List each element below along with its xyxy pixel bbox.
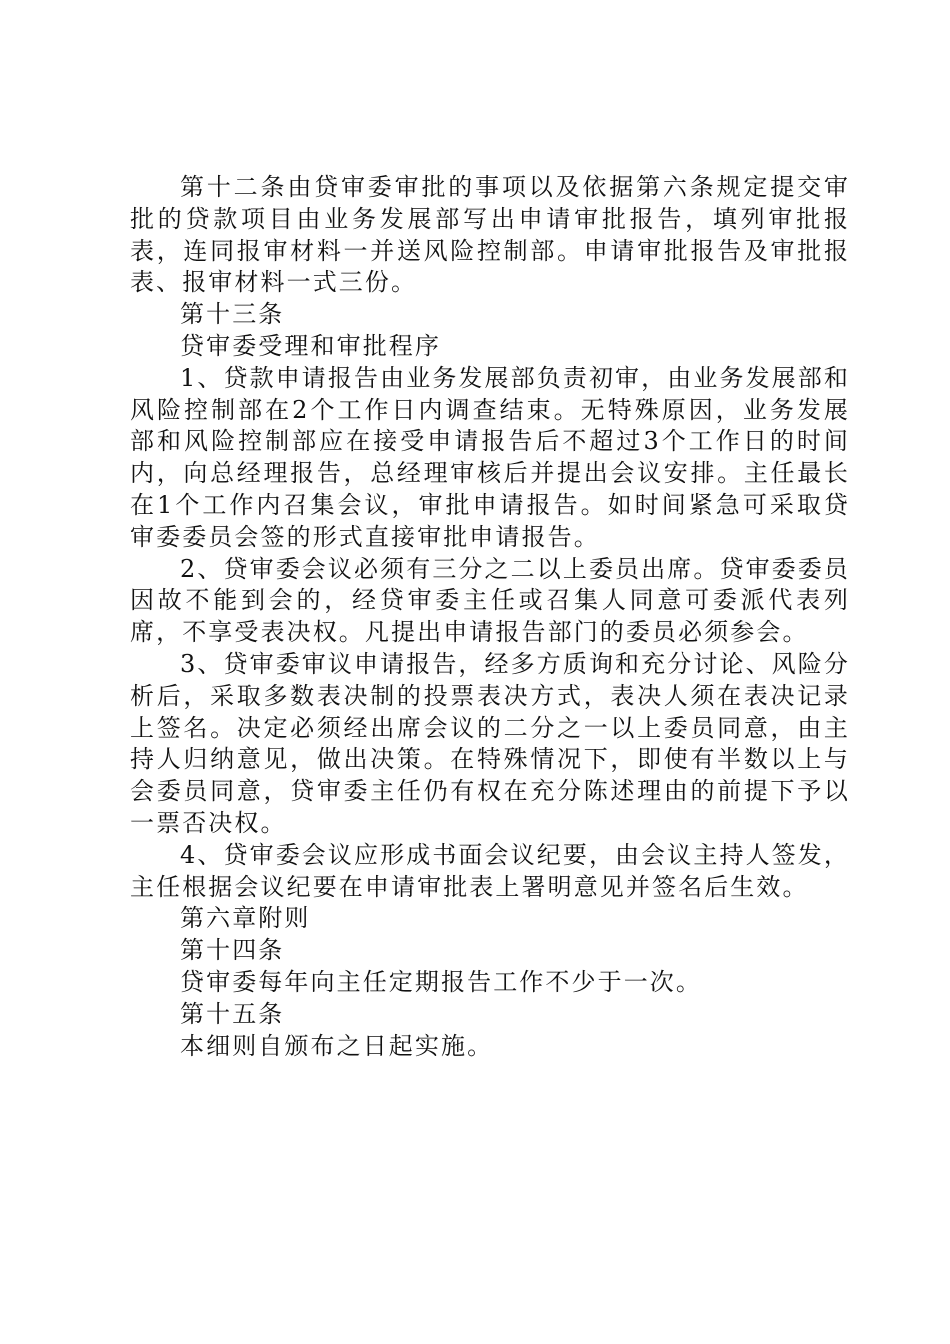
procedure-item-4: 4、贷审委会议应形成书面会议纪要，由会议主持人签发，主任根据会议纪要在申请审批表上署明意见并签名后生效。 <box>130 840 850 901</box>
procedure-item-3: 3、贷审委审议申请报告，经多方质询和充分讨论、风险分析后，采取多数表决制的投票表决方式，表决人须在表决记录上签名。决定必须经出席会议的二分之一以上委员同意，由主持人归纳意见，做出决策。在特殊情况下，即使有半数以上与会委员同意，贷审委主任仍有权在充分陈述理由的前提下予以一票否决权。 <box>130 649 850 837</box>
article-14-heading: 第十四条 <box>180 936 285 965</box>
article-14-text: 贷审委每年向主任定期报告工作不少于一次。 <box>180 967 702 996</box>
procedure-item-1: 1、贷款申请报告由业务发展部负责初审，由业务发展部和风险控制部在2个工作日内调查结束。无特殊原因，业务发展部和风险控制部应在接受申请报告后不超过3个工作日的时间内，向总经理报告，总经理审核后并提出会议安排。主任最长在1个工作内召集会议，审批申请报告。如时间紧急可采取贷审委委员会签的形式直接审批申请报告。 <box>130 363 850 551</box>
procedure-item-2: 2、贷审委会议必须有三分之二以上委员出席。贷审委委员因故不能到会的，经贷审委主任或召集人同意可委派代表列席，不享受表决权。凡提出申请报告部门的委员必须参会。 <box>130 554 850 647</box>
article-15-heading: 第十五条 <box>180 999 285 1028</box>
article-15-text: 本细则自颁布之日起实施。 <box>180 1031 494 1060</box>
article-13-heading: 第十三条 <box>180 300 285 329</box>
chapter-6-heading: 第六章附则 <box>180 904 311 933</box>
article-12-paragraph: 第十二条由贷审委审批的事项以及依据第六条规定提交审批的贷款项目由业务发展部写出申请审批报告，填列审批报表，连同报审材料一并送风险控制部。申请审批报告及审批报表、报审材料一式三份。 <box>130 173 850 297</box>
document-body <box>130 172 850 1062</box>
procedure-heading: 贷审委受理和审批程序 <box>180 331 441 360</box>
